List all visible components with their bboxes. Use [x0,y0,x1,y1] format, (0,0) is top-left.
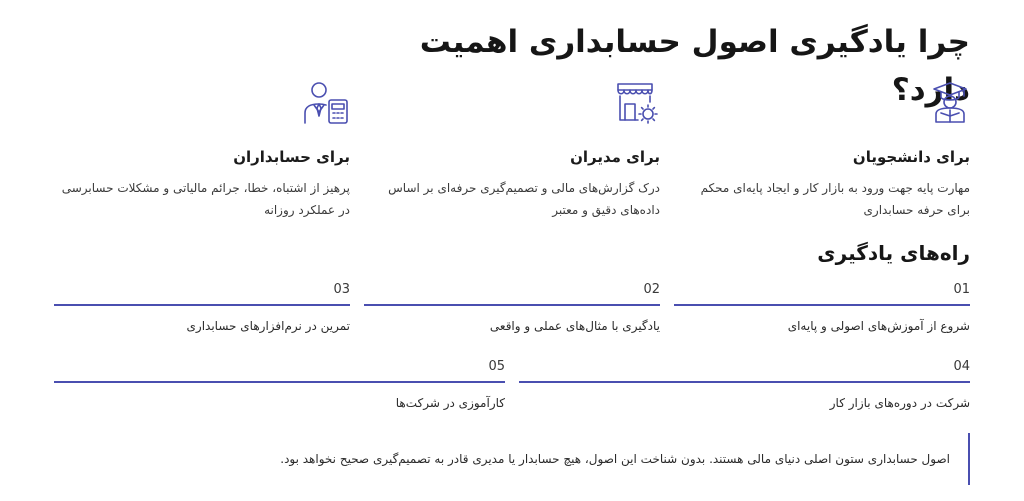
section-subtitle: راه‌های یادگیری [817,241,970,265]
card-accountants [60,80,350,221]
step-divider [364,304,660,306]
step-number: 02 [643,282,660,297]
summary-note [210,433,970,485]
card-heading: برای مدیران [570,148,660,166]
card-text: پرهیز از اشتباه، خطا، جرائم مالیاتی و مشکلات حسابرسی در عملکرد روزانه [61,181,350,217]
page-title: چرا یادگیری اصول حسابداری اهمیت دارد؟ [419,24,970,108]
learning-step [54,279,350,336]
step-number: 03 [333,282,350,297]
summary-note-text: اصول حسابداری ستون اصلی دنیای مالی هستند. بدون شناخت این اصول، هیچ حسابدار یا مدیری قادر به تصمیم‌گیری صحیح نخواهد بود. [280,452,950,466]
step-divider [674,304,970,306]
card-managers [370,80,660,221]
accountant-calculator-icon [60,80,350,132]
step-divider [519,381,970,383]
card-text: مهارت پایه جهت ورود به بازار کار و ایجاد پایه‌ای محکم برای حرفه حسابداری [700,181,970,217]
step-label: کارآموزی در شرکت‌ها [395,396,505,410]
store-settings-icon [370,80,660,132]
step-label: شروع از آموزش‌های اصولی و پایه‌ای [787,319,970,333]
step-label: تمرین در نرم‌افزارهای حسابداری [186,319,350,333]
step-number: 05 [488,359,505,374]
card-heading: برای حسابداران [233,148,350,166]
step-label: شرکت در دوره‌های بازار کار [829,396,970,410]
student-icon [680,80,970,132]
audience-cards [54,80,970,220]
card-heading: برای دانشجویان [852,148,970,166]
step-number: 04 [953,359,970,374]
learning-step [54,356,505,413]
step-label: یادگیری با مثال‌های عملی و واقعی [489,319,660,333]
step-number: 01 [953,282,970,297]
card-text: درک گزارش‌های مالی و تصمیم‌گیری حرفه‌ای بر اساس داده‌های دقیق و معتبر [388,181,660,217]
learning-step [519,356,970,413]
learning-step [674,279,970,336]
learning-step [364,279,660,336]
step-divider [54,381,505,383]
card-students [680,80,970,221]
step-divider [54,304,350,306]
